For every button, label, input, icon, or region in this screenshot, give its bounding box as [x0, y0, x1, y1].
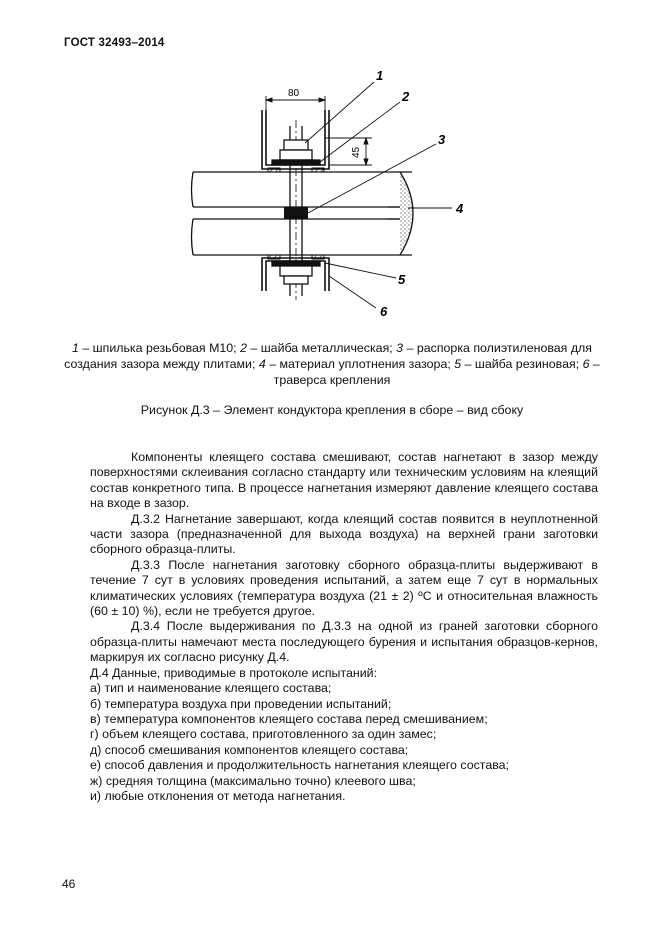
paragraph: Компоненты клеящего состава смешивают, состав нагнетают в зазор между поверхностями склеивания согласно стандарту или техническим условиям на клеящий состав конкретного типа. В процессе нагнетания измеряют давление клеящего состава на входе в зазор. — [90, 450, 598, 511]
legend-text-2: – шайба металлическая; — [246, 341, 397, 355]
paragraph: Д.3.3 После нагнетания заготовку сборного образца-плиты выдерживают в течение 7 сут в условиях проведения испытаний, а затем еще 7 сут в нормальных климатических условиях (температура воздуха (21 ± 2) ºС и относительная влажность (60 ± 10) %), если не требуется другое. — [90, 557, 598, 619]
figure-legend — [58, 340, 606, 388]
paragraph: Д.3.4 После выдерживания по Д.3.3 на одной из граней заготовки сборного образца-плиты намечают места последующего бурения и испытания образцов-кернов, маркируя их согласно рисунку Д.4. — [90, 619, 598, 665]
dimension-80-label: 80 — [288, 88, 300, 99]
clamp-assembly-drawing — [0, 0, 661, 340]
list-item: е) способ давления и продолжительность нагнетания клеящего состава; — [90, 758, 510, 773]
legend-text-1: – шпилька резьбовая М10; — [78, 341, 241, 355]
document-code: ГОСТ 32493–2014 — [64, 37, 165, 49]
list-item: и) любые отклонения от метода нагнетания. — [90, 788, 346, 803]
list-heading: Д.4 Данные, приводимые в протоколе испытаний: — [90, 665, 378, 680]
legend-num-6: 6 — [582, 357, 590, 371]
paragraph: Д.3.2 Нагнетание завершают, когда клеящий состав появится в неуплотненной части зазора (предназначенной для выхода воздуха) на верхней грани заготовки сборного образца-плиты. — [90, 511, 598, 557]
list-item: б) температура воздуха при проведении испытаний; — [90, 696, 392, 711]
legend-text-3: – распорка полиэтиленовая для создания зазора между плитами; — [64, 341, 592, 371]
lower-nut — [272, 261, 320, 284]
callout-3: 3 — [438, 132, 446, 147]
legend-num-2: 2 — [240, 341, 247, 355]
callout-2: 2 — [402, 89, 410, 104]
callout-4: 4 — [456, 201, 464, 216]
legend-text-4: – материал уплотнения зазора; — [265, 357, 455, 371]
legend-text-6: – траверса крепления — [273, 357, 600, 387]
figure-title: Рисунок Д.3 – Элемент кондуктора крепления в сборе – вид сбоку — [140, 403, 524, 417]
callout-6: 6 — [380, 304, 388, 319]
legend-num-1: 1 — [71, 341, 79, 355]
list-item: ж) средняя толщина (максимально точно) клеевого шва; — [90, 773, 416, 788]
legend-text-5: – шайба резиновая; — [461, 357, 583, 371]
list-item: в) температура компонентов клеящего состава перед смешиванием; — [90, 711, 488, 726]
list-item: г) объем клеящего состава, приготовленного за один замес; — [90, 727, 437, 742]
leader-lines — [305, 82, 452, 308]
page-number: 46 — [62, 877, 76, 891]
dimension-45-label: 45 — [351, 146, 362, 158]
legend-num-5: 5 — [454, 357, 462, 371]
polyethylene-spacer — [284, 207, 308, 219]
upper-nut — [272, 140, 320, 165]
legend-num-3: 3 — [396, 341, 404, 355]
legend-num-4: 4 — [258, 357, 266, 371]
list-item: а) тип и наименование клеящего состава; — [90, 681, 332, 696]
callout-1: 1 — [376, 68, 384, 83]
callout-5: 5 — [398, 272, 406, 287]
body-text — [90, 450, 598, 804]
list-item: д) способ смешивания компонентов клеящего состава; — [90, 742, 409, 757]
slab-right-edge — [388, 172, 413, 255]
